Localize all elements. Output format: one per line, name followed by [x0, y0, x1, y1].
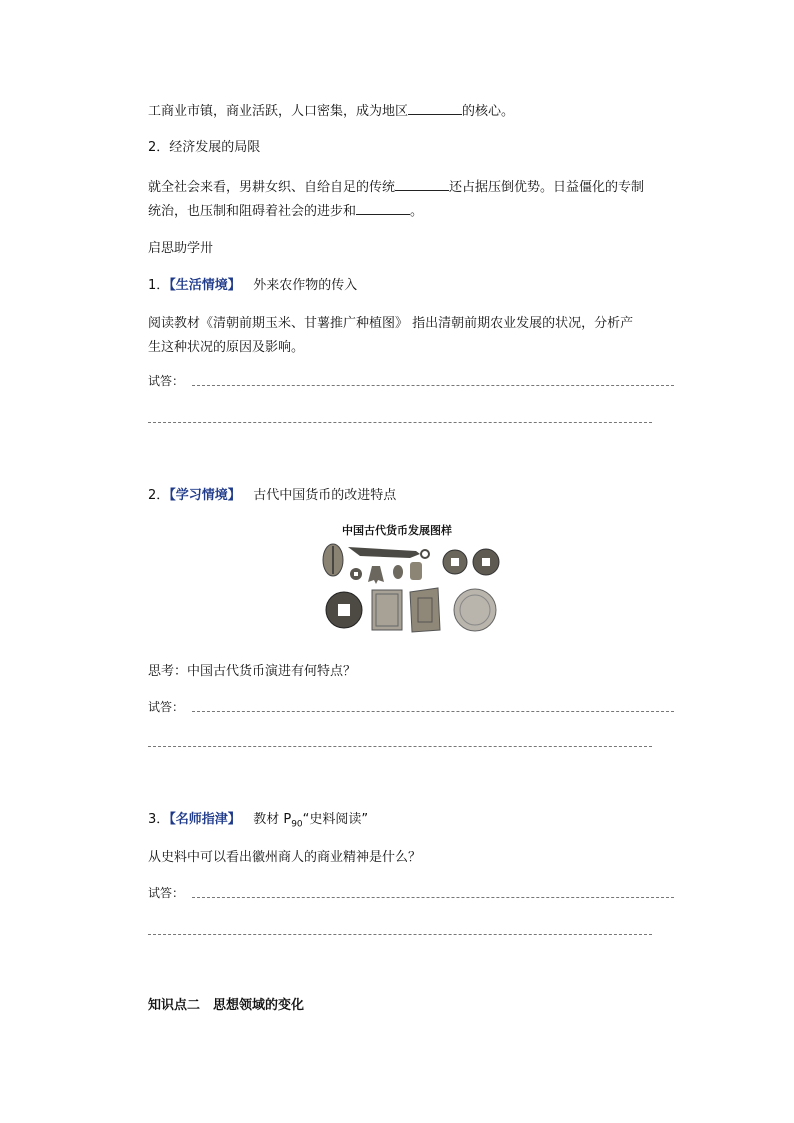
- question-tag: 【名师指津】: [169, 812, 241, 827]
- question-title: 外来农作物的传入: [253, 278, 358, 293]
- question-number: 3．: [148, 812, 170, 827]
- question-title-quote: “史料阅读”: [302, 812, 369, 827]
- question-3-heading: [148, 808, 368, 830]
- paragraph-1-text-b: 的核心。: [462, 104, 515, 119]
- answer-label: 试答：: [148, 374, 185, 388]
- paragraph-2-line-1: [148, 176, 644, 195]
- answer-line[interactable]: [192, 385, 674, 386]
- question-1-text-line-1: 阅读教材《清朝前期玉米、甘薯推广种植图》 指出清朝前期农业发展的状况，分析产: [148, 316, 634, 331]
- figure-title: 中国古代货币发展图样: [342, 524, 452, 537]
- question-3-text: 从史料中可以看出徽州商人的商业精神是什么？: [148, 850, 422, 865]
- paragraph-2-text-c: 统治，也压制和阻碍着社会的进步和: [148, 204, 357, 219]
- answer-line[interactable]: [192, 897, 674, 898]
- section-heading-qisi: 启思助学卅: [148, 241, 214, 256]
- fill-blank[interactable]: [356, 200, 410, 215]
- paragraph-1: [148, 100, 514, 119]
- ancient-coins-image: [320, 538, 506, 634]
- paragraph-2-text-b: 还占据压倒优势。日益僵化的专制: [449, 180, 645, 195]
- question-1-text-line-2: 生这种状况的原因及影响。: [148, 340, 305, 355]
- question-1-heading: [148, 274, 357, 293]
- paragraph-2-text-d: 。: [410, 204, 424, 219]
- page-subscript: 90: [291, 819, 303, 830]
- answer-label: 试答：: [148, 886, 185, 900]
- answer-line[interactable]: [148, 422, 652, 423]
- fill-blank[interactable]: [408, 100, 462, 115]
- fill-blank[interactable]: [395, 176, 449, 191]
- paragraph-2-line-2: [148, 200, 423, 219]
- question-2-think: 思考：中国古代货币演进有何特点？: [148, 664, 357, 679]
- answer-line[interactable]: [148, 934, 652, 935]
- question-title: 古代中国货币的改进特点: [253, 488, 397, 503]
- paragraph-1-text-a: 工商业市镇，商业活跃，人口密集，成为地区: [148, 104, 409, 119]
- section-heading-economic-limits: 2．经济发展的局限: [148, 140, 261, 155]
- question-number: 2．: [148, 488, 170, 503]
- question-number: 1．: [148, 278, 170, 293]
- question-tag: 【生活情境】: [169, 278, 241, 293]
- answer-label: 试答：: [148, 700, 185, 714]
- question-2-heading: [148, 484, 396, 503]
- knowledge-point-heading: 知识点二 思想领域的变化: [148, 998, 305, 1013]
- answer-line[interactable]: [192, 711, 674, 712]
- question-tag: 【学习情境】: [169, 488, 241, 503]
- question-title: 教材 P: [253, 812, 292, 827]
- answer-line[interactable]: [148, 746, 652, 747]
- paragraph-2-text-a: 就全社会来看，男耕女织、自给自足的传统: [148, 180, 396, 195]
